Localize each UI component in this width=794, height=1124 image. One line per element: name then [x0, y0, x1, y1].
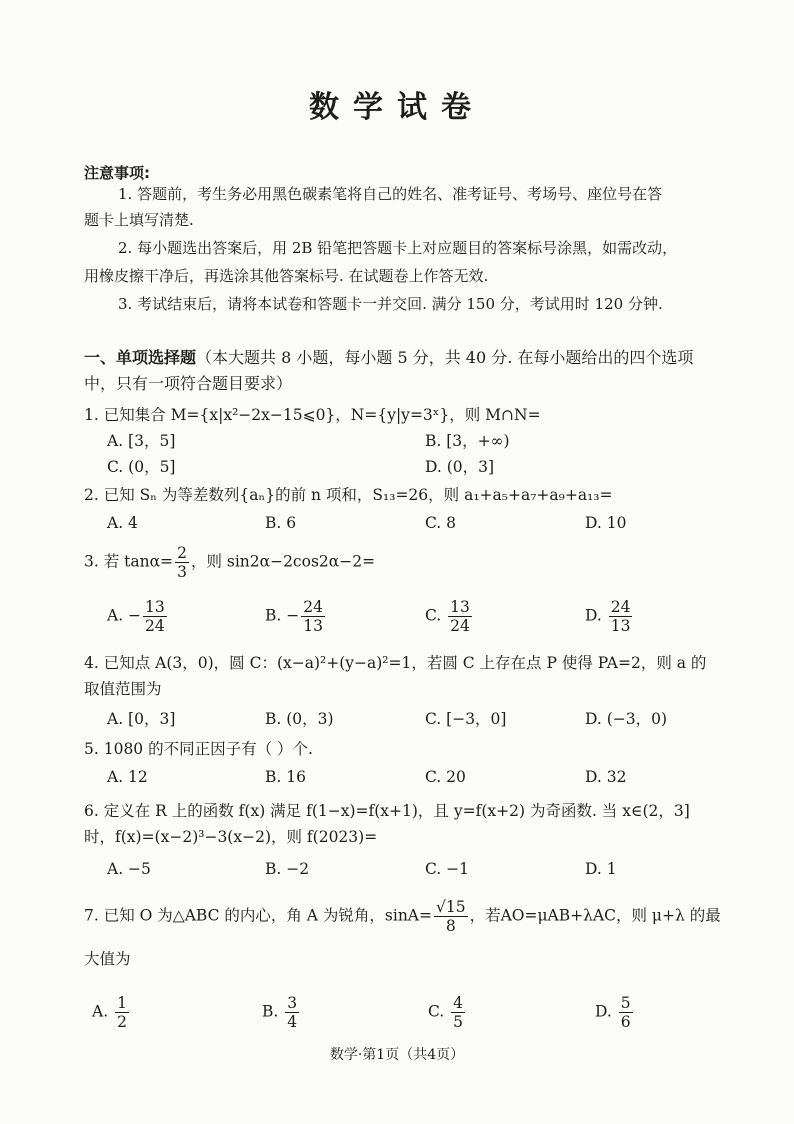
- fraction-denominator: 3: [177, 563, 187, 581]
- notice-heading: 注意事项:: [84, 164, 150, 182]
- option-d: D. 1: [585, 860, 617, 878]
- stem-text: 7. 已知 O 为△ABC 的内心，角 A 为锐角，sinA=: [84, 906, 432, 925]
- fraction-denominator: 5: [453, 1013, 464, 1031]
- question-stem: 大值为: [84, 950, 131, 968]
- section-desc: 中，只有一项符合题目要求）: [84, 374, 293, 393]
- option-a: A. 12: [107, 768, 148, 786]
- option-b: [262, 994, 301, 1031]
- fraction-numerator: 24: [610, 598, 631, 616]
- fraction-numerator: 13: [450, 598, 470, 616]
- option-b: [265, 598, 327, 635]
- option-a: [92, 994, 131, 1031]
- option-c: [425, 598, 474, 635]
- question-stem: [84, 544, 375, 581]
- fraction-numerator: 4: [453, 994, 464, 1012]
- option-a: [107, 598, 169, 635]
- option-a: A. [3，5]: [107, 432, 176, 450]
- question-stem: 时，f(x)=(x−2)³−3(x−2)，则 f(2023)=: [84, 828, 378, 846]
- fraction-denominator: 4: [287, 1013, 298, 1031]
- header-strip: [90, 38, 550, 50]
- stem-text: ，则 sin2α−2cos2α−2=: [190, 552, 376, 571]
- question-stem: [84, 898, 721, 935]
- fraction-numerator: 2: [177, 544, 187, 562]
- option-d: D. (−3，0): [585, 710, 668, 728]
- question-stem: 2. 已知 Sₙ 为等差数列{aₙ}的前 n 项和，S₁₃=26，则 a₁+a₅+a₇+a₉+a₁₃=: [84, 486, 613, 504]
- option-b: B. (0，3): [265, 710, 334, 728]
- option-b: B. 6: [265, 514, 297, 532]
- notice-line: 题卡上填写清楚.: [84, 211, 194, 229]
- fraction-denominator: 13: [303, 617, 323, 635]
- page-footer: 数学·第1页（共4页）: [329, 1047, 465, 1063]
- option-a: A. [0，3]: [107, 710, 176, 728]
- option-c: C. 20: [425, 768, 466, 786]
- option-d: [585, 598, 634, 635]
- option-label: D.: [585, 606, 607, 625]
- option-b: B. [3，+∞): [425, 432, 510, 450]
- page-title: 数学试卷: [309, 90, 485, 125]
- option-c: C. (0，5]: [107, 458, 176, 476]
- fraction-denominator: 8: [445, 917, 456, 935]
- option-c: C. 8: [425, 514, 457, 532]
- option-label: B.: [262, 1002, 284, 1021]
- fraction: [175, 544, 189, 581]
- option-c: C. [−3，0]: [425, 710, 507, 728]
- fraction: [143, 598, 167, 635]
- fraction-denominator: 13: [610, 617, 631, 635]
- option-d: D. (0，3]: [425, 458, 495, 476]
- fraction-numerator: 13: [145, 598, 165, 616]
- question-stem: 4. 已知点 A(3，0)，圆 C：(x−a)²+(y−a)²=1，若圆 C 上存在点 P 使得 PA=2，则 a 的: [84, 654, 707, 672]
- option-d: D. 32: [585, 768, 627, 786]
- fraction: [285, 994, 299, 1031]
- fraction: [451, 994, 465, 1031]
- option-label: C.: [425, 606, 447, 625]
- option-a: A. −5: [107, 860, 151, 878]
- stem-text: 3. 若 tanα=: [84, 552, 174, 571]
- question-stem: 取值范围为: [84, 680, 162, 698]
- fraction: [619, 994, 633, 1031]
- option-a: A. 4: [107, 514, 138, 532]
- fraction-numerator: 3: [287, 994, 298, 1012]
- notice-line: 用橡皮擦干净后，再选涂其他答案标号. 在试题卷上作答无效.: [84, 267, 489, 285]
- question-stem: 6. 定义在 R 上的函数 f(x) 满足 f(1−x)=f(x+1)，且 y=f(x+2) 为奇函数. 当 x∈(2，3]: [84, 802, 690, 820]
- option-label: D.: [595, 1002, 617, 1021]
- notice-line: 3. 考试结束后，请将本试卷和答题卡一并交回. 满分 150 分，考试用时 120 分钟.: [118, 295, 663, 313]
- fraction-denominator: 24: [145, 617, 165, 635]
- fraction-numerator: √15: [435, 898, 466, 916]
- notice-line: 2. 每小题选出答案后，用 2B 铅笔把答题卡上对应题目的答案标号涂黑，如需改动，: [118, 239, 678, 257]
- fraction-denominator: 24: [450, 617, 470, 635]
- question-stem: 1. 已知集合 M={x|x²−2x−15⩽0}，N={y|y=3ˣ}，则 M∩N=: [84, 406, 541, 424]
- fraction: [301, 598, 325, 635]
- fraction-denominator: 6: [620, 1013, 631, 1031]
- option-label: A. −: [107, 606, 142, 625]
- section-title: 一、单项选择题: [84, 348, 197, 367]
- section-desc: （本大题共 8 小题，每小题 5 分，共 40 分. 在每小题给出的四个选项: [196, 348, 694, 367]
- option-c: [428, 994, 467, 1031]
- fraction: [434, 898, 468, 935]
- notice-line: 1. 答题前，考生务必用黑色碳素笔将自己的姓名、准考证号、考场号、座位号在答: [118, 185, 663, 203]
- option-label: B. −: [265, 606, 300, 625]
- section-header: [84, 345, 784, 397]
- option-label: C.: [428, 1002, 450, 1021]
- fraction: [115, 994, 129, 1031]
- question-stem: 5. 1080 的不同正因子有（ ）个.: [84, 740, 313, 758]
- fraction-numerator: 5: [620, 994, 631, 1012]
- option-b: B. 16: [265, 768, 306, 786]
- stem-text: ，若AO=μAB+λAC，则 μ+λ 的最: [469, 906, 721, 925]
- fraction-denominator: 2: [117, 1013, 127, 1031]
- option-b: B. −2: [265, 860, 310, 878]
- option-label: A.: [92, 1002, 114, 1021]
- fraction: [609, 598, 633, 635]
- fraction-numerator: 1: [117, 994, 127, 1012]
- option-c: C. −1: [425, 860, 470, 878]
- fraction: [448, 598, 472, 635]
- option-d: D. 10: [585, 514, 627, 532]
- fraction-numerator: 24: [303, 598, 323, 616]
- option-d: [595, 994, 635, 1031]
